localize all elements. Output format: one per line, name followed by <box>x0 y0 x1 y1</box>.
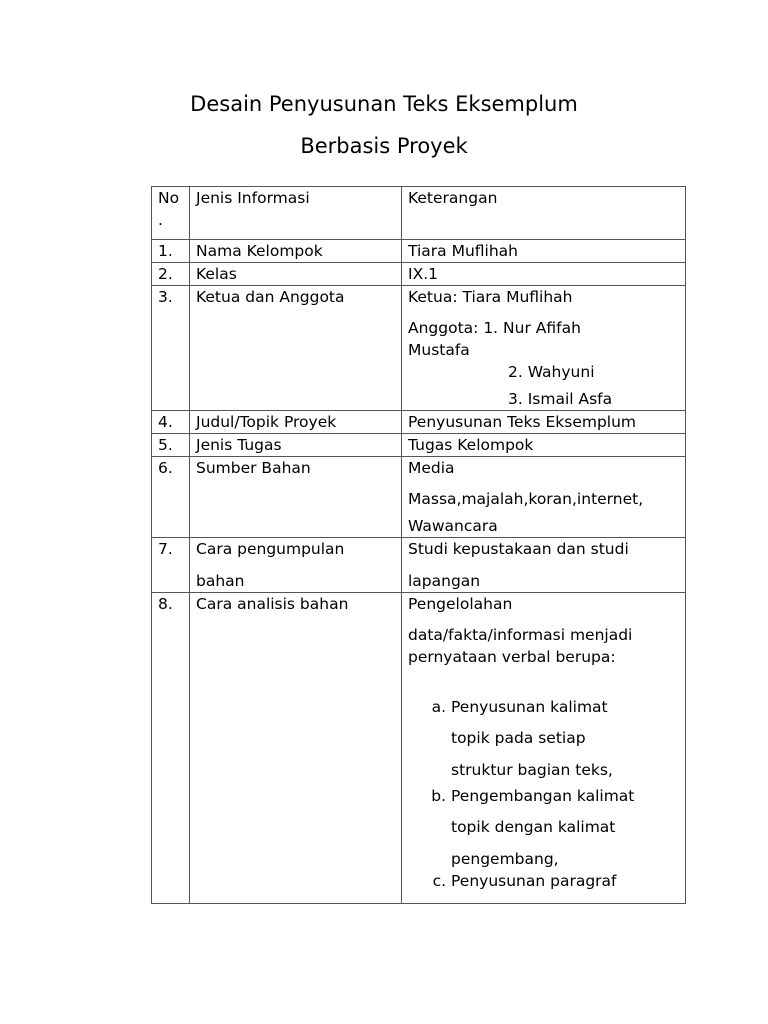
row-jenis: Nama Kelompok <box>190 240 402 263</box>
row-number: 7. <box>152 538 190 593</box>
ketua-line: Ketua: Tiara Muflihah <box>408 288 573 306</box>
keterangan-line: Studi kepustakaan dan studi <box>408 540 629 558</box>
keterangan-line: lapangan <box>408 572 481 590</box>
row-number: 6. <box>152 457 190 538</box>
row-keterangan: IX.1 <box>402 263 686 286</box>
table-row <box>152 411 686 434</box>
document-title-line-2: Berbasis Proyek <box>300 134 468 158</box>
row-jenis: Kelas <box>190 263 402 286</box>
row-keterangan: Tiara Muflihah <box>402 240 686 263</box>
row-keterangan <box>402 538 686 593</box>
analysis-steps-list <box>408 692 679 892</box>
anggota-line: 3. Ismail Asfa <box>508 390 613 408</box>
row-number: 8. <box>152 593 190 904</box>
row-number: 1. <box>152 240 190 263</box>
row-jenis: Ketua dan Anggota <box>190 286 402 411</box>
table-row <box>152 240 686 263</box>
row-number: 3. <box>152 286 190 411</box>
jenis-line: Cara pengumpulan <box>196 540 345 558</box>
document-title-line-1: Desain Penyusunan Teks Eksemplum <box>190 92 578 116</box>
anggota-line: Mustafa <box>408 341 470 359</box>
row-jenis: Jenis Tugas <box>190 434 402 457</box>
project-info-table <box>151 186 686 904</box>
row-keterangan <box>402 457 686 538</box>
anggota-line: 2. Wahyuni <box>508 363 595 381</box>
row-number: 5. <box>152 434 190 457</box>
list-item: b. Pengembangan kalimat topik dengan kalimat pengembang, <box>451 781 679 870</box>
table-row <box>152 263 686 286</box>
keterangan-line: Pengelolahan <box>408 595 513 613</box>
header-keterangan: Keterangan <box>402 187 686 240</box>
keterangan-line: Media <box>408 459 455 477</box>
row-keterangan <box>402 593 686 904</box>
table-row <box>152 593 686 904</box>
keterangan-line: Massa,majalah,koran,internet, <box>408 490 644 508</box>
row-jenis: Sumber Bahan <box>190 457 402 538</box>
table-row <box>152 457 686 538</box>
keterangan-line: data/fakta/informasi menjadi <box>408 626 633 644</box>
jenis-line: bahan <box>196 572 245 590</box>
row-jenis <box>190 538 402 593</box>
keterangan-line: Wawancara <box>408 517 498 535</box>
row-keterangan: Tugas Kelompok <box>402 434 686 457</box>
row-keterangan <box>402 286 686 411</box>
row-jenis: Cara analisis bahan <box>190 593 402 904</box>
list-item: c. Penyusunan paragraf <box>451 870 679 892</box>
header-no: No . <box>152 187 190 240</box>
list-item: a. Penyusunan kalimat topik pada setiap struktur bagian teks, <box>451 692 679 781</box>
table-row <box>152 286 686 411</box>
row-jenis: Judul/Topik Proyek <box>190 411 402 434</box>
row-number: 4. <box>152 411 190 434</box>
table-header-row <box>152 187 686 240</box>
row-number: 2. <box>152 263 190 286</box>
table-row <box>152 538 686 593</box>
header-jenis-informasi: Jenis Informasi <box>190 187 402 240</box>
anggota-line: Anggota: 1. Nur Afifah <box>408 319 581 337</box>
table-row <box>152 434 686 457</box>
keterangan-line: pernyataan verbal berupa: <box>408 648 616 666</box>
row-keterangan: Penyusunan Teks Eksemplum <box>402 411 686 434</box>
